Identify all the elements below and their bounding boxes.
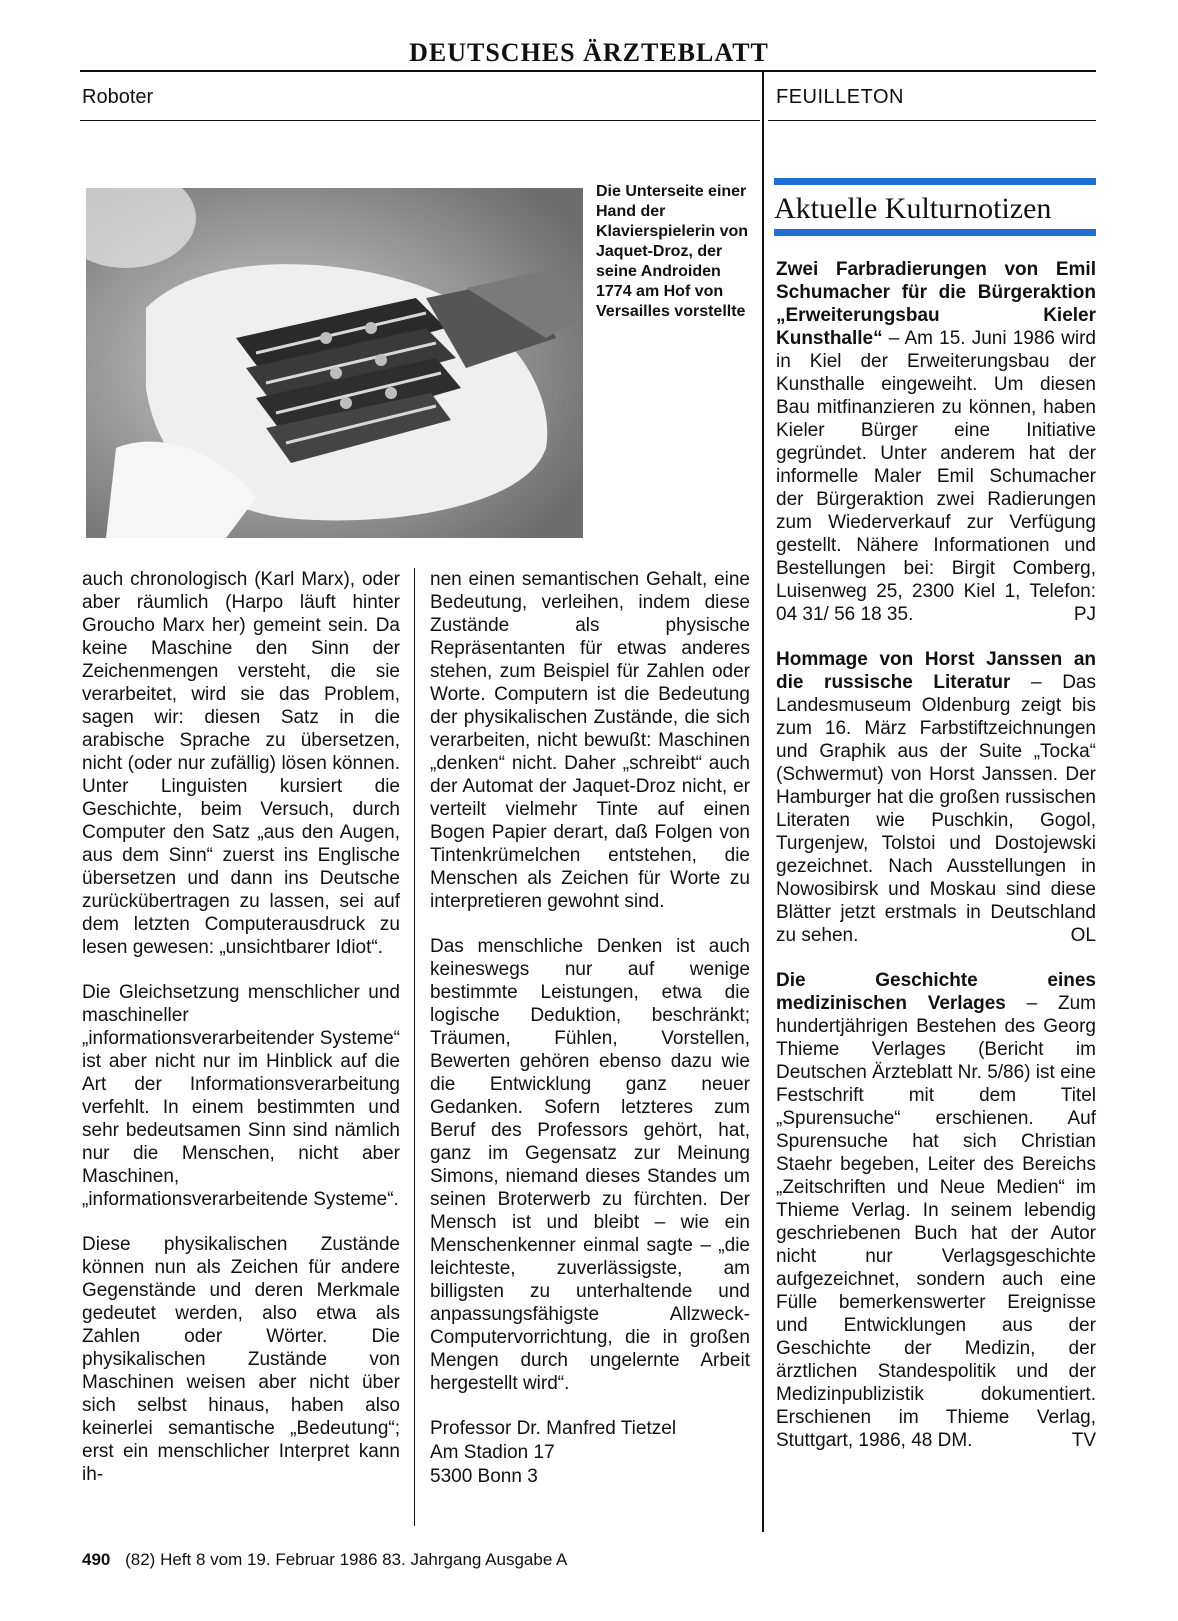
- page-number: 490: [82, 1550, 111, 1569]
- news-item-signature: PJ: [1073, 604, 1096, 625]
- article-paragraph: auch chronologisch (Karl Marx), oder aber räumlich (Harpo läuft hinter Groucho Marx her) gemeint sein. Da keine Maschine den Sinn der Zeichenmengen versteht, die sie verarbeitet, wird sie das Problem, sagen wir: diesen Satz in die arabische Sprache zu übersetzen, nicht (oder nur zufällig) lösen können. Unter Linguisten kursiert die Geschichte, beim Versuch, durch Computer den Satz „aus den Augen, aus dem Sinn“ zuerst ins Englische übersetzen und dann ins Deutsche zurückübertragen zu lassen, sei auf dem letzten Computerausdruck zu lesen gewesen: „unsichtbarer Idiot“.: [82, 569, 400, 958]
- article-column-1: [82, 568, 400, 1508]
- android-hand-photo: [86, 188, 583, 538]
- article-paragraph: Diese physikalischen Zustände können nun als Zeichen für andere Gegenstände und deren Merkmale gedeutet werden, also etwa als Zahlen oder Wörter. Die physikalischen Zustände von Maschinen weisen aber nicht über sich selbst hinaus, haben also keinerlei semantische „Bedeutung“; erst ein menschlicher Interpret kann ih-: [82, 1234, 400, 1485]
- news-item-body: – Das Landesmuseum Oldenburg zeigt bis zum 16. März Farbstiftzeichnungen und Graphik aus der Suite „Tocka“ (Schwermut) von Horst Janssen. Der Hamburger hat die großen russischen Literaten wie Puschkin, Gogol, Turgenjew, Tolstoi und Dostojewski gezeichnet. Nach Ausstellungen in Nowosibirsk und Moskau sind diese Blätter jetzt erstmals in Deutschland zu sehen.: [776, 672, 1096, 946]
- news-item-body: – Am 15. Juni 1986 wird in Kiel der Erweiterungsbau der Kunsthalle eingeweiht. Um diesen Bau mitfinanzieren zu können, haben Kieler Bürger eine Initiative gegründet. Unter anderem hat der informelle Maler Emil Schumacher der Bürgeraktion zwei Radierungen zum Wiederverkauf zur Verfügung gestellt. Nähere Informationen und Bestellungen bei: Birgit Comberg, Luisenweg 25, 2300 Kiel 1, Telefon: 04 31/ 56 18 35.: [776, 328, 1096, 625]
- article-paragraph: Die Gleichsetzung menschlicher und maschineller „informationsverarbeitender Systeme“ ist aber nicht nur im Hinblick auf die Art der Informationsverarbeitung verfehlt. In einem bestimmten und sehr bedeutsamen Sinn sind nämlich nur die Menschen, nicht aber Maschinen, „informationsverarbeitende Systeme“.: [82, 982, 400, 1210]
- news-column: [776, 258, 1096, 1474]
- column-divider: [414, 568, 415, 1526]
- section-label-right: FEUILLETON: [776, 86, 904, 108]
- news-accent-bar-bottom: [774, 229, 1096, 236]
- header-rule: [80, 70, 1096, 72]
- article-column-2: [430, 568, 750, 1489]
- issue-info: (82) Heft 8 vom 19. Februar 1986 83. Jahrgang Ausgabe A: [125, 1550, 568, 1569]
- news-accent-bar-top: [774, 178, 1096, 185]
- author-street: Am Stadion 17: [430, 1442, 555, 1463]
- news-item-head: Die Geschichte eines medizinischen Verlages: [776, 970, 1096, 1014]
- section-rule-right: [768, 120, 1096, 121]
- section-label-left: Roboter: [82, 86, 154, 108]
- author-name: Professor Dr. Manfred Tietzel: [430, 1418, 677, 1439]
- photo-caption: Die Unterseite einer Hand der Klavierspielerin von Jaquet-Droz, der seine Androiden 1774 am Hof von Versailles vorstellte: [596, 183, 749, 320]
- news-item-signature: TV: [1071, 1430, 1096, 1451]
- news-item: [776, 258, 1096, 626]
- author-city: 5300 Bonn 3: [430, 1466, 538, 1487]
- news-title: Aktuelle Kulturnotizen: [774, 192, 1052, 225]
- news-item: [776, 648, 1096, 947]
- column-separator: [762, 70, 764, 1532]
- page-footer: [82, 1550, 567, 1570]
- masthead: DEUTSCHES ÄRZTEBLATT: [409, 38, 769, 67]
- news-item-signature: OL: [1070, 925, 1096, 946]
- news-item-body: – Zum hundertjährigen Bestehen des Georg Thieme Verlages (Bericht im Deutschen Ärzteblatt Nr. 5/86) ist eine Festschrift mit dem Titel „Spurensuche“ erschienen. Auf Spurensuche hat sich Christian Staehr begeben, Leiter des Bereichs „Zeitschriften und Neue Medien“ im Thieme Verlag. In seinem lebendig geschriebenen Buch hat der Autor nicht nur Verlagsgeschichte aufgezeichnet, sondern auch eine Fülle bemerkenswerter Ereignisse und Entwicklungen aus der Geschichte der Medizin, der ärztlichen Standespolitik und der Medizinpublizistik dokumentiert. Erschienen im Thieme Verlag, Stuttgart, 1986, 48 DM.: [776, 993, 1096, 1451]
- section-rule-left: [80, 120, 760, 121]
- author-address: [430, 1417, 750, 1489]
- news-item: [776, 969, 1096, 1452]
- article-paragraph: nen einen semantischen Gehalt, eine Bedeutung, verleihen, indem diese Zustände als physische Repräsentanten für etwas anderes stehen, zum Beispiel für Zahlen oder Worte. Computern ist die Bedeutung der physikalischen Zustände, die sich verarbeiten, nicht bewußt: Maschinen „denken“ nicht. Daher „schreibt“ auch der Automat der Jaquet-Droz nicht, er verteilt vielmehr Tinte auf einen Bogen Papier derart, daß Folgen von Tintenkrümelchen entstehen, die Menschen als Zeichen für Worte zu interpretieren gewohnt sind.: [430, 569, 750, 912]
- news-item-head: Hommage von Horst Janssen an die russische Literatur: [776, 649, 1096, 693]
- article-paragraph: Das menschliche Denken ist auch keineswegs nur auf wenige bestimmte Leistungen, etwa die logische Deduktion, beschränkt; Träumen, Fühlen, Vorstellen, Bewerten gehören ebenso dazu wie die Entwicklung ganz neuer Gedanken. Sofern letzteres zum Beruf des Professors gehört, hat, ganz im Gegensatz zur Meinung Simons, niemand dieses Standes um seinen Broterwerb zu fürchten. Der Mensch ist und bleibt – wie ein Menschenkenner einmal sagte – „die leichteste, zuverlässigste, am billigsten zu unterhaltende und anpassungsfähigste Allzweck-Computervorrichtung, die in großen Mengen durch ungelernte Arbeit hergestellt wird“.: [430, 936, 750, 1394]
- news-item-head: Zwei Farbradierungen von Emil Schumacher für die Bürgeraktion „Erweiterungsbau Kieler Kunsthalle“: [776, 259, 1096, 349]
